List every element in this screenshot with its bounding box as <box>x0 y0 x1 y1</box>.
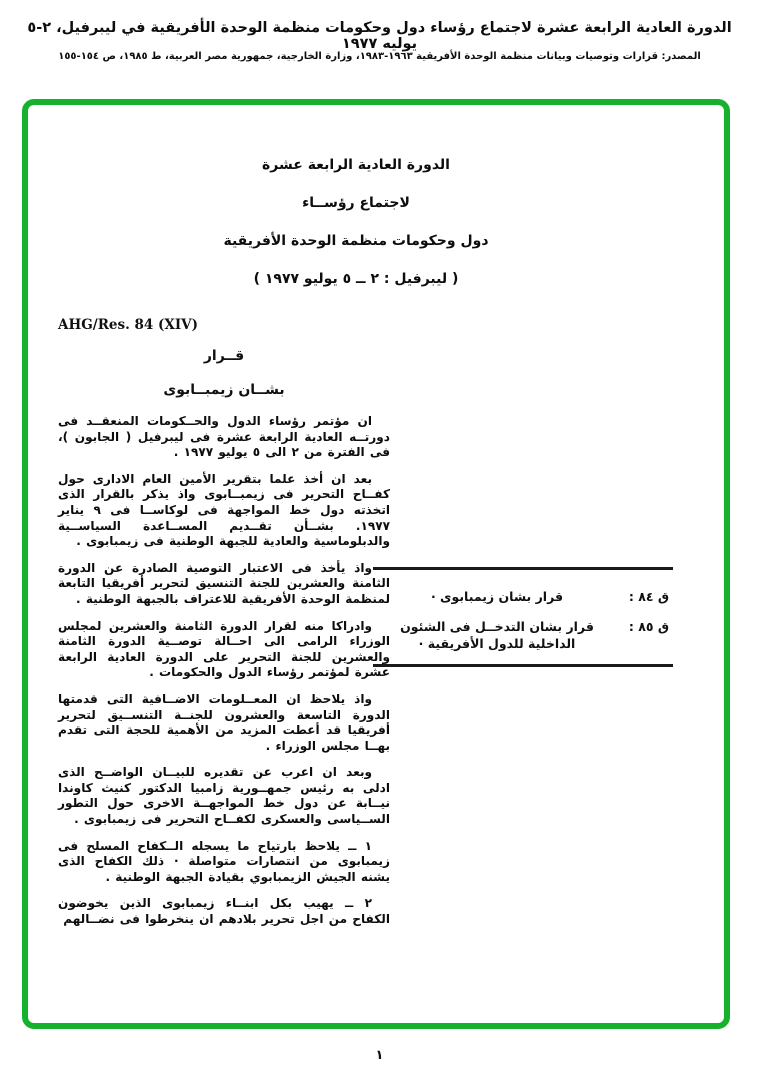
title-line-session: الدورة العادية الرابعة عشرة <box>262 157 450 173</box>
title-line-place-date: ( ليبرفيل : ٢ ــ ٥ يوليو ١٩٧٧ ) <box>253 271 459 287</box>
title-line-organization: دول وحكومات منظمة الوحدة الأفريقية <box>223 233 489 249</box>
margin-notes-box <box>373 567 673 667</box>
paragraph: ان مؤتمر رؤساء الدول والحــكومات المنعقــد فى دورتــه العادية الرابعة عشرة فى ليبرفيل ( الجابون )، فى الفترة من ٢ الى ٥ يوليو ١٩٧٧ . <box>58 414 390 460</box>
title-line-meeting: لاجتماع رؤســاء <box>302 195 410 211</box>
paragraph-numbered-2: ٢ ــ يهيب بكل ابنــاء زيمبابوى الذين يخوضون الكفاح من اجل تحرير بلادهم ان ينخرطوا فى نضــالهم <box>58 896 390 927</box>
page-number: ١ <box>375 1048 384 1063</box>
margin-note-84 <box>377 588 669 605</box>
paragraph: وادراكا منه لقرار الدورة الثامنة والعشرين لمجلس الوزراء الرامى الى احــالة توصــية الدورة الثامنة والعشرين للجنة التحرير على الدورة العادية الرابعة عشرة لمؤتمر رؤساء الدول والحكومات . <box>58 618 390 680</box>
resolution-heading: قــرار <box>203 348 245 364</box>
resolution-code: AHG/Res. 84 (XIV) <box>58 317 199 333</box>
paragraph: وبعد ان اعرب عن تقديره للبيــان الواضــح الذى ادلى به رئيس جمهــورية زامبيا الدكتور كنيث كاوندا نيــابة عن دول خط المواجهــة الاخرى حول التطور الســياسى والعسكرى لكفــاح التحرير فى زيمبابوى . <box>58 765 390 827</box>
margin-note-text: قرار بشان زيمبابوى · <box>430 589 564 604</box>
margin-note-ref: ق ٨٤ : <box>628 589 669 604</box>
paragraph: واذ يلاحظ ان المعــلومات الاضــافية التى قدمتها الدورة التاسعة والعشرون للجنــة التنســيق لتحرير أفريقيا قد أعطت المزيد من الأهمية للحجة التى تقدم بهــا مجلس الوزراء . <box>58 691 390 753</box>
paragraph: بعد ان أخذ علما بتقرير الأمين العام الادارى حول كفــاح التحرير فى زيمبــابوى واذ يذكر بالقرار الذى اتخذته دول خط المواجهة فى لوكاســا فى ٩ يناير ١٩٧٧. بشــأن تقــديم المســاعدة السياســية والدبلوماسية والعادية للجبهة الوطنية فى زيمبابوى . <box>58 471 391 549</box>
document-frame <box>22 99 730 1029</box>
resolution-body-column <box>58 348 390 939</box>
page-header-title: الدورة العادية الرابعة عشرة لاجتماع رؤساء دول وحكومات منظمة الوحدة الأفريقية في ليبرفيل، ٢-٥ يوليه ١٩٧٧ <box>27 20 732 52</box>
page-header-source: المصدر: قرارات وتوصيات وبيانات منظمة الوحدة الأفريقية ١٩٦٣-١٩٨٣، وزارة الخارجية، جمهورية مصر العربية، ط ١٩٨٥، ص ١٥٤-١٥٥ <box>58 51 701 62</box>
resolution-subject: بشــان زيمبــابوى <box>163 382 285 398</box>
document-title-block <box>28 157 684 309</box>
margin-note-ref: ق ٨٥ : <box>628 619 669 634</box>
margin-note-85 <box>377 618 669 652</box>
paragraph-numbered-1: ١ ــ يلاحظ بارتياح ما يسجله الــكفاح المسلح فى زيمبابوى من انتصارات متواصلة · ذلك الكفاح الذى يشنه الجيش الزيمبابوي بقيادة الجبهة الوطنية . <box>58 838 390 884</box>
margin-note-text: قرار بشان التدخــل فى الشئون الداخلية للدول الأفريقية · <box>400 619 594 651</box>
paragraph: واذ يأخذ فى الاعتبار التوصية الصادرة عن الدورة الثامنة والعشرين للجنة التنسيق لتحرير أفريقيا التابعة لمنظمة الوحدة الأفريقية للاعتراف بالجبهة الوطنية . <box>58 560 390 606</box>
